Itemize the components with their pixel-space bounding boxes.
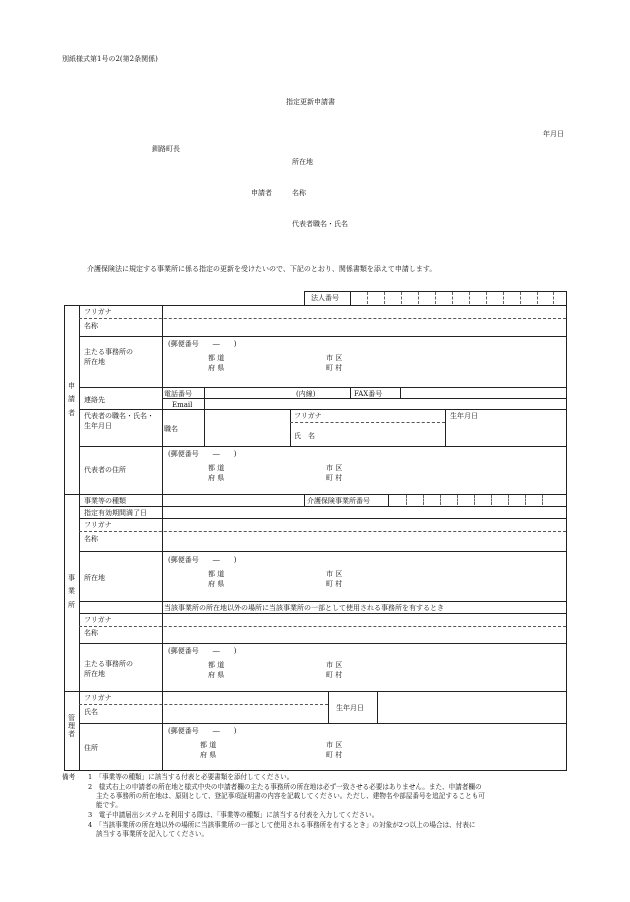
email-label: Email [172,401,193,409]
page-title: 指定更新申請書 [286,98,335,106]
applicant-name-field-label: 名称 [84,322,98,330]
contact-label: 連絡先 [84,396,105,404]
applicant-furigana-label: フリガナ [84,308,112,316]
sub-office-postal-label: (郵便番号 ― ) [168,647,237,655]
rep-shiku: 市 区 [326,464,343,472]
office-furigana-label: フリガナ [84,521,112,529]
sub-office-todo: 都 道 [208,661,225,669]
sub-office-chouson: 町 村 [326,671,343,679]
business-type-label: 事業等の種類 [84,497,126,505]
note-2-cont-2: 能です。 [96,801,122,809]
rep-chouson: 町 村 [326,474,343,482]
manager-fuken: 府 県 [200,751,217,759]
office-shiku: 市 区 [326,570,343,578]
applicant-main-office-label: 主たる事務所の [84,348,133,356]
sub-office-furigana-label: フリガナ [84,616,112,624]
applicant-chouson: 町 村 [326,364,343,372]
manager-address-label: 住所 [84,744,98,752]
rep-furigana-label: フリガナ [294,412,322,420]
sub-office-name-label: 名称 [84,629,98,637]
note-4: 4 「当該事業所の所在地以外の場所に当該事業所の一部として使用される事務所を有するとき」の対象が2つ以上の場合は、付表に [88,821,476,829]
date-label: 年月日 [543,130,564,138]
applicant-shiku: 市 区 [326,354,343,362]
office-location-label: 所在地 [84,574,105,582]
sub-office-shiku: 市 区 [326,661,343,669]
manager-side-label: 管 理 者 [68,714,75,739]
manager-furigana-label: フリガナ [84,694,112,702]
manager-chouson: 町 村 [326,751,343,759]
note-2: 2 様式右上の申請者の所在地と様式中央の申請者欄の主たる事務所の所在地は必ず一致させる必要はありません。また、申請者欄の [88,783,482,791]
applicant-postal-label: (郵便番号 ― ) [168,340,237,348]
rep-todo: 都 道 [208,464,225,472]
sub-office-main-label-2: 所在地 [84,670,105,678]
applicant-address-label: 所在地 [292,158,313,166]
rep-address-label: 代表者の住所 [84,466,126,474]
office-postal-label: (郵便番号 ― ) [168,556,237,564]
office-name-label: 名称 [84,535,98,543]
rep-label: 代表者の職名・氏名・ [84,412,154,420]
manager-name-label: 氏名 [84,708,98,716]
representative-label: 代表者職名・氏名 [292,220,348,228]
office-side-label: 事 業 所 [68,574,75,609]
note-3: 3 電子申請届出システムを利用する際は、「事業等の種類」に該当する付表を入力してください。 [88,811,379,819]
note-1: 1 「事業等の種類」に該当する付表と必要書類を添付してください。 [88,773,294,781]
note-4-cont: 該当する事業所を記入してください。 [96,830,209,838]
applicant-todo: 都 道 [208,354,225,362]
addressee: 釧路町長 [152,145,180,153]
sub-office-main-label: 主たる事務所の [84,660,133,668]
manager-birthdate-label: 生年月日 [336,704,364,712]
applicant-fuken: 府 県 [208,364,225,372]
manager-todo: 都 道 [200,741,217,749]
sub-office-fuken: 府 県 [208,671,225,679]
expiry-label: 指定有効期間満了日 [84,509,147,517]
applicant-main-office-label-2: 所在地 [84,358,105,366]
rep-full-name-label: 氏 名 [294,432,315,440]
extension-label: (内線) [296,390,316,398]
intro-text: 介護保険法に規定する事業所に係る指定の更新を受けたいので、下記のとおり、関係書類を添えて申請します。 [87,265,437,273]
applicant-name-label: 名称 [292,189,306,197]
applicant-side-label: 申 請 者 [68,382,75,417]
rep-birthdate-label: 生年月日 [450,412,478,420]
insurance-number-label: 介護保険事業所番号 [307,497,370,505]
rep-label-2: 生年月日 [84,422,112,430]
applicant-label: 申請者 [251,189,272,197]
office-fuken: 府 県 [208,580,225,588]
rep-fuken: 府 県 [208,474,225,482]
rep-post-label: 職名 [164,425,178,433]
notes-heading: 備考 [62,773,76,781]
manager-shiku: 市 区 [326,741,343,749]
manager-postal-label: (郵便番号 ― ) [168,727,237,735]
other-location-note: 当該事業所の所在地以外の場所に当該事業所の一部として使用される事務所を有するとき [164,604,444,612]
rep-postal-label: (郵便番号 ― ) [168,450,237,458]
form-number: 別紙様式第1号の2(第2条関係) [62,55,158,63]
office-todo: 都 道 [208,570,225,578]
phone-label: 電話番号 [164,390,192,398]
fax-label: FAX番号 [354,390,383,398]
note-2-cont: 主たる事務所の所在地は、原則として、登記事項証明書の内容を記載してください。ただし、建物名や部屋番号を追記することも可 [96,792,485,800]
office-chouson: 町 村 [326,580,343,588]
corp-number-label: 法人番号 [311,294,339,302]
